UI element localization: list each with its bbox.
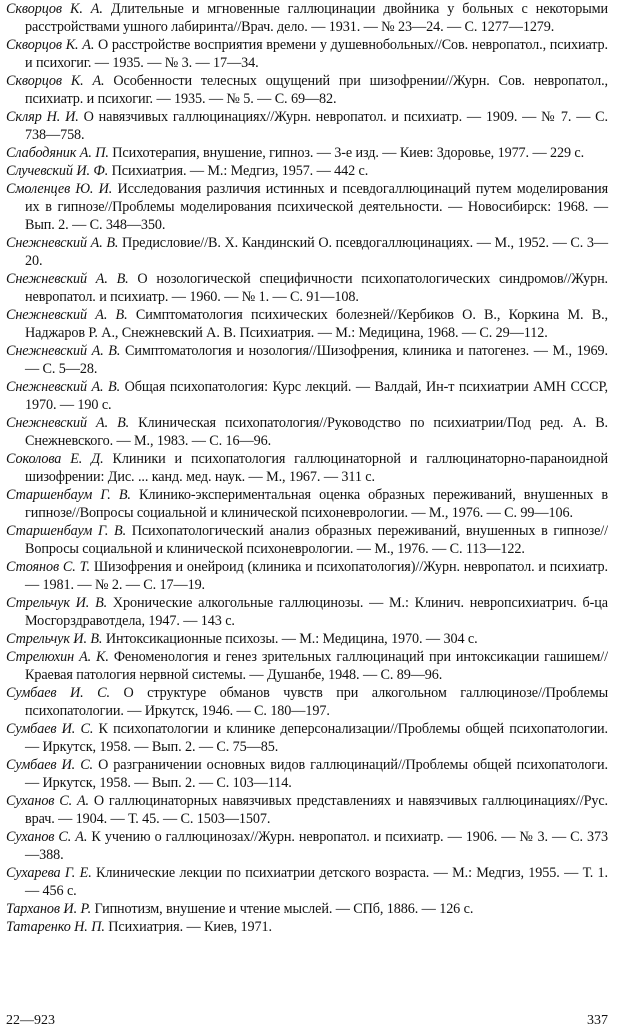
reference-entry	[6, 828, 608, 864]
reference-text: Предисловие//В. Х. Кандинский О. псевдогаллюцинациях. — М., 1952. — С. 3—20.	[25, 235, 609, 269]
reference-author: Смоленцев Ю. И.	[6, 181, 113, 197]
reference-entry	[6, 522, 608, 558]
reference-author: Татаренко Н. П.	[6, 919, 105, 935]
reference-text: Клинические лекции по психиатрии детского возраста. — М.: Медгиз, 1955. — Т. 1. — 456 с.	[25, 865, 608, 899]
reference-text: Гипнотизм, внушение и чтение мыслей. — СПб, 1886. — 126 с.	[94, 901, 474, 917]
reference-author: Снежневский А. В.	[6, 271, 129, 287]
reference-entry	[6, 36, 608, 72]
reference-text: Психиатрия. — Киев, 1971.	[108, 919, 272, 935]
reference-text: О нозологической специфичности психопатологических синдромов//Журн. невропатол. и психиатр. — 1960. — № 1. — С. 91—108.	[25, 271, 609, 305]
reference-author: Сумбаев И. С.	[6, 721, 94, 737]
reference-entry	[6, 378, 608, 414]
reference-text: О расстройстве восприятия времени у душевнобольных//Сов. невропатол., психиатр. и психогиг. — 1935. — № 3. — 17—34.	[25, 37, 609, 71]
reference-author: Скворцов К. А.	[6, 73, 105, 89]
reference-author: Сумбаев И. С.	[6, 757, 93, 773]
reference-author: Снежневский А. В.	[6, 343, 121, 359]
reference-entry	[6, 630, 608, 648]
reference-text: Психотерапия, внушение, гипноз. — 3-е изд. — Киев: Здоровье, 1977. — 229 с.	[112, 145, 585, 161]
reference-author: Случевский И. Ф.	[6, 163, 109, 179]
reference-text: Психопатологический анализ образных переживаний, внушенных в гипнозе//Вопросы социальной и клинической психоневрологии. — М., 1976. — С. 113—122.	[25, 523, 608, 557]
reference-author: Стрельчук И. В.	[6, 595, 108, 611]
reference-text: Особенности телесных ощущений при шизофрении//Журн. Сов. невропатол., психиатр. и психогиг. — 1935. — № 5. — С. 69—82.	[25, 73, 609, 107]
reference-author: Стрельчук И. В.	[6, 631, 103, 647]
reference-entry	[6, 594, 608, 630]
reference-entry	[6, 864, 608, 900]
reference-author: Стрелюхин А. К.	[6, 649, 109, 665]
reference-entry	[6, 900, 608, 918]
reference-author: Суханов С. А.	[6, 829, 88, 845]
reference-entry	[6, 450, 608, 486]
reference-entry	[6, 486, 608, 522]
reference-text: О навязчивых галлюцинациях//Журн. невропатол. и психиатр. — 1909. — № 7. — С. 738—758.	[25, 109, 608, 143]
reference-author: Сухарева Г. Е.	[6, 865, 92, 881]
reference-entry	[6, 684, 608, 720]
reference-text: Клиники и психопатология галлюцинаторной и галлюцинаторно-параноидной шизофрении: Дис. ... канд. мед. наук. — М., 1967. — 311 с.	[25, 451, 608, 485]
reference-text: Клинико-экспериментальная оценка образных переживаний, внушенных в гипнозе//Вопросы социальной и клинической психоневрологии. — М., 1976. — С. 99—106.	[25, 487, 609, 521]
reference-text: К психопатологии и клинике деперсонализации//Проблемы общей психопатологии. — Иркутск, 1958. — Вып. 2. — С. 75—85.	[25, 721, 609, 755]
reference-text: Симптоматология психических болезней//Кербиков О. В., Коркина М. В., Наджаров Р. А., Снежневский А. В. Психиатрия. — М.: Медицина, 1968. — С. 29—112.	[25, 307, 608, 341]
reference-text: Феноменология и генез зрительных галлюцинаций при интоксикации гашишем//Краевая патология нервной системы. — Душанбе, 1948. — С. 89—96.	[25, 649, 608, 683]
reference-entry	[6, 414, 608, 450]
reference-entry	[6, 72, 608, 108]
bibliography-list	[6, 0, 608, 936]
reference-entry	[6, 756, 608, 792]
reference-author: Стоянов С. Т.	[6, 559, 90, 575]
reference-text: Общая психопатология: Курс лекций. — Валдай, Ин-т психиатрии АМН СССР, 1970. — 190 с.	[25, 379, 608, 413]
reference-author: Тарханов И. Р.	[6, 901, 92, 917]
reference-author: Сумбаев И. С.	[6, 685, 110, 701]
reference-entry	[6, 144, 608, 162]
reference-text: Длительные и мгновенные галлюцинации двойника у больных с некоторыми расстройствами ушного лабиринта//Врач. дело. — 1931. — № 23—24. — С. 1277—1279.	[25, 1, 608, 35]
reference-author: Снежневский А. В.	[6, 379, 121, 395]
page-number: 337	[587, 1013, 608, 1028]
reference-entry	[6, 918, 608, 936]
reference-entry	[6, 342, 608, 378]
reference-entry	[6, 648, 608, 684]
reference-author: Скворцов К. А.	[6, 37, 95, 53]
reference-entry	[6, 720, 608, 756]
reference-entry	[6, 108, 608, 144]
reference-text: Психиатрия. — М.: Медгиз, 1957. — 442 с.	[111, 163, 369, 179]
reference-text: О разграничении основных видов галлюцинаций//Проблемы общей психопатологи. — Иркутск, 1958. — Вып. 2. — С. 103—114.	[25, 757, 608, 791]
reference-author: Соколова Е. Д.	[6, 451, 104, 467]
reference-text: Клиническая психопатология//Руководство по психиатрии/Под ред. А. В. Снежневского. — М., 1983. — С. 16—96.	[25, 415, 609, 449]
reference-text: Хронические алкогольные галлюцинозы. — М.: Клинич. невропсихиатрич. б-ца Мосгорздравотдела, 1947. — 143 с.	[25, 595, 608, 629]
reference-entry	[6, 234, 608, 270]
reference-author: Слабодяник А. П.	[6, 145, 109, 161]
reference-author: Скворцов К. А.	[6, 1, 103, 17]
reference-entry	[6, 0, 608, 36]
reference-entry	[6, 306, 608, 342]
reference-entry	[6, 162, 608, 180]
reference-text: О галлюцинаторных навязчивых представлениях и навязчивых галлюцинациях//Рус. врач. — 1904. — Т. 45. — С. 1503—1507.	[25, 793, 608, 827]
reference-author: Снежневский А. В.	[6, 415, 130, 431]
reference-text: К учению о галлюцинозах//Журн. невропатол. и психиатр. — 1906. — № 3. — С. 373—388.	[25, 829, 608, 863]
reference-entry	[6, 270, 608, 306]
reference-text: О структуре обманов чувств при алкогольном галлюцинозе//Проблемы психопатологии. — Иркутск, 1946. — С. 180—197.	[25, 685, 609, 719]
reference-author: Старшенбаум Г. В.	[6, 487, 131, 503]
reference-entry	[6, 792, 608, 828]
reference-entry	[6, 558, 608, 594]
reference-text: Исследования различия истинных и псевдогаллюцинаций путем моделирования их в гипнозе//Проблемы моделирования психической деятельности. — Новосибирск: 1968. — Вып. 2. — С. 348—350.	[25, 181, 608, 233]
reference-author: Старшенбаум Г. В.	[6, 523, 127, 539]
reference-author: Снежневский А. В.	[6, 235, 119, 251]
reference-text: Симптоматология и нозология//Шизофрения, клиника и патогенез. — М., 1969. — С. 5—28.	[25, 343, 608, 377]
printer-signature: 22—923	[6, 1013, 55, 1028]
reference-author: Суханов С. А.	[6, 793, 89, 809]
reference-text: Интоксикационные психозы. — М.: Медицина, 1970. — 304 с.	[105, 631, 478, 647]
reference-author: Снежневский А. В.	[6, 307, 128, 323]
reference-text: Шизофрения и онейроид (клиника и психопатология)//Журн. невропатол. и психиатр. — 1981. — № 2. — С. 17—19.	[25, 559, 608, 593]
reference-author: Скляр Н. И.	[6, 109, 79, 125]
reference-entry	[6, 180, 608, 234]
